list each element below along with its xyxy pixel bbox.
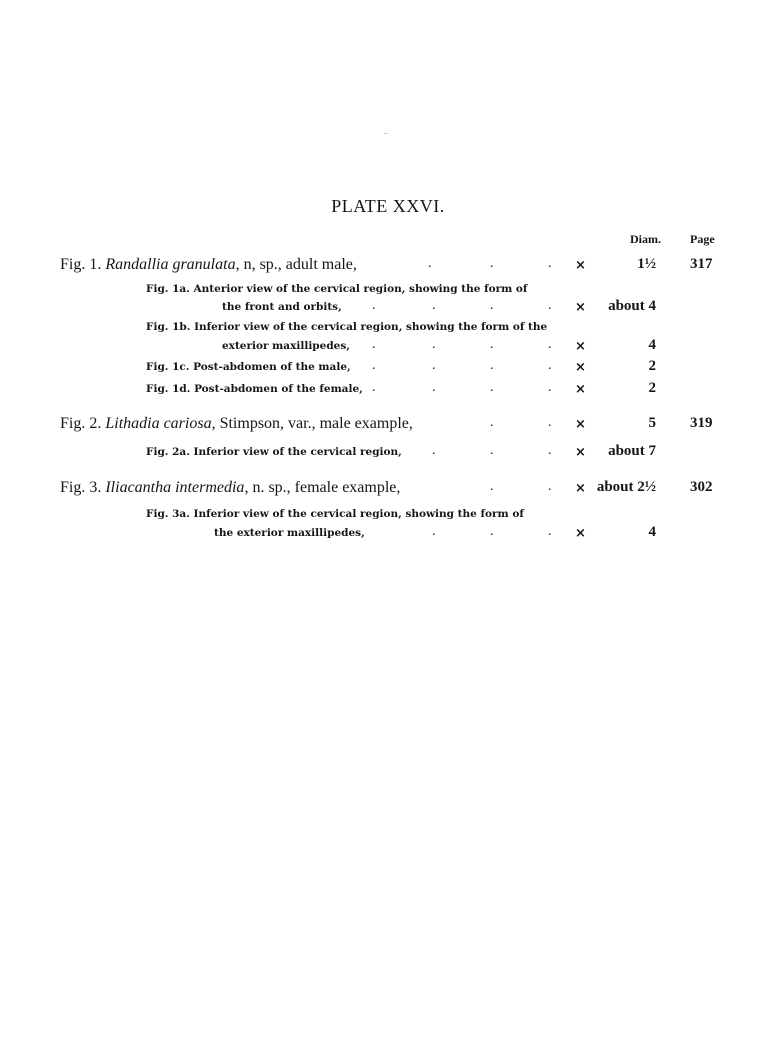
diameter-value: 2 bbox=[648, 380, 656, 396]
leader-dot: . bbox=[548, 380, 552, 395]
entry-fig-3a-cont bbox=[0, 524, 776, 546]
entry-label: Fig. 1b. Inferior view of the cervical region, showing the form of the bbox=[146, 321, 548, 333]
leader-dot: . bbox=[490, 380, 494, 395]
diameter-value: 5 bbox=[648, 415, 656, 431]
leader-dot: . bbox=[432, 358, 436, 373]
magnification-sign: × bbox=[575, 526, 586, 541]
diameter-value: 2 bbox=[648, 358, 656, 374]
leader-dot: . bbox=[490, 443, 494, 458]
leader-dot: . bbox=[490, 337, 494, 352]
leader-dot: . bbox=[490, 524, 494, 539]
entry-label: the front and orbits, bbox=[222, 301, 342, 313]
diameter-value: about 2½ bbox=[596, 479, 656, 495]
entry-label: the exterior maxillipedes, bbox=[214, 527, 365, 539]
leader-dot: . bbox=[490, 298, 494, 313]
entry-label: exterior maxillipedes, bbox=[222, 340, 350, 352]
entry-label: Fig. 1d. Post-abdomen of the female, bbox=[146, 383, 363, 395]
entry-fig-1b-cont bbox=[0, 337, 776, 359]
magnification-sign: × bbox=[575, 258, 586, 273]
magnification-sign: × bbox=[575, 339, 586, 354]
leader-dot: . bbox=[432, 443, 436, 458]
leader-dot: . bbox=[372, 380, 376, 395]
leader-dot: . bbox=[490, 479, 494, 494]
entry-fig-1c bbox=[0, 358, 776, 380]
page-column-header: Page bbox=[690, 232, 715, 246]
leader-dot: . bbox=[372, 337, 376, 352]
diameter-value: 1½ bbox=[637, 256, 656, 272]
diameter-value: about 4 bbox=[608, 298, 656, 314]
leader-dot: . bbox=[548, 479, 552, 494]
diameter-value: 4 bbox=[648, 524, 656, 540]
page-number: 319 bbox=[690, 415, 713, 431]
leader-dot: . bbox=[548, 443, 552, 458]
plate-title: PLATE XXVI. bbox=[331, 196, 445, 216]
page-number: 317 bbox=[690, 256, 713, 272]
entry-label: Fig. 1a. Anterior view of the cervical region, showing the form of bbox=[146, 283, 528, 295]
leader-dot: . bbox=[548, 524, 552, 539]
leader-dot: . bbox=[490, 256, 494, 271]
leader-dot: . bbox=[548, 358, 552, 373]
entry-fig-2 bbox=[0, 415, 776, 437]
entry-fig-1a-cont bbox=[0, 298, 776, 320]
entry-fig-2a bbox=[0, 443, 776, 465]
magnification-sign: × bbox=[575, 382, 586, 397]
entry-label: Fig. 3. Iliacantha intermedia, n. sp., female example, bbox=[60, 479, 401, 496]
entry-label: Fig. 2a. Inferior view of the cervical region, bbox=[146, 446, 402, 458]
leader-dot: . bbox=[428, 256, 432, 271]
magnification-sign: × bbox=[575, 417, 586, 432]
entry-label: Fig. 1c. Post-abdomen of the male, bbox=[146, 361, 351, 373]
leader-dot: . bbox=[372, 358, 376, 373]
leader-dot: . bbox=[548, 298, 552, 313]
magnification-sign: × bbox=[575, 481, 586, 496]
leader-dot: . bbox=[372, 298, 376, 313]
leader-dot: . bbox=[490, 358, 494, 373]
magnification-sign: × bbox=[575, 300, 586, 315]
diameter-value: 4 bbox=[648, 337, 656, 353]
leader-dot: . bbox=[432, 337, 436, 352]
leader-dot: . bbox=[548, 256, 552, 271]
entry-fig-1d bbox=[0, 380, 776, 402]
diam-column-header: Diam. bbox=[630, 232, 661, 246]
entry-fig-3 bbox=[0, 479, 776, 501]
entry-fig-1 bbox=[0, 256, 776, 278]
magnification-sign: × bbox=[575, 360, 586, 375]
entry-label: Fig. 3a. Inferior view of the cervical region, showing the form of bbox=[146, 508, 524, 520]
scan-mark bbox=[384, 133, 388, 134]
leader-dot: . bbox=[432, 524, 436, 539]
entry-label: Fig. 1. Randallia granulata, n, sp., adult male, bbox=[60, 256, 357, 273]
leader-dot: . bbox=[548, 415, 552, 430]
leader-dot: . bbox=[548, 337, 552, 352]
leader-dot: . bbox=[432, 380, 436, 395]
leader-dot: . bbox=[490, 415, 494, 430]
magnification-sign: × bbox=[575, 445, 586, 460]
diameter-value: about 7 bbox=[608, 443, 656, 459]
entry-label: Fig. 2. Lithadia cariosa, Stimpson, var., male example, bbox=[60, 415, 413, 432]
leader-dot: . bbox=[432, 298, 436, 313]
page-number: 302 bbox=[690, 479, 713, 495]
